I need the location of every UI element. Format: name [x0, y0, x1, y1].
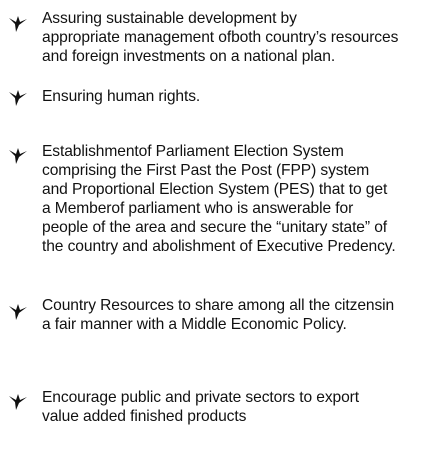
- text-line: Establishmentof Parliament Election System: [42, 143, 344, 160]
- list-item-text: [42, 87, 430, 106]
- swallow-tail-arrow-icon: [8, 146, 28, 166]
- swallow-tail-arrow-icon: [8, 14, 28, 34]
- list-item-text: [42, 9, 430, 66]
- text-line: Country Resources to share among all the citzensin: [42, 297, 395, 314]
- text-line: Assuring sustainable development by: [42, 10, 297, 27]
- text-line: Ensuring human rights.: [42, 88, 201, 105]
- list-item-text: [42, 142, 430, 256]
- swallow-tail-arrow-icon: [8, 302, 28, 322]
- text-line: a fair manner with a Middle Economic Policy.: [42, 316, 347, 333]
- list-item-text: [42, 296, 430, 334]
- text-line: the country and abolishment of Executive Predency.: [42, 238, 396, 255]
- list-item-text: [42, 388, 430, 426]
- text-line: and foreign investments on a national plan.: [42, 48, 336, 65]
- text-line: a Memberof parliament who is answerable for: [42, 200, 354, 217]
- swallow-tail-arrow-icon: [8, 88, 28, 108]
- text-line: Encourage public and private sectors to export: [42, 389, 359, 406]
- text-line: people of the area and secure the “unitary state” of: [42, 219, 388, 236]
- text-line: and Proportional Election System (PES) that to get: [42, 181, 388, 198]
- text-line: value added finished products: [42, 408, 247, 425]
- text-line: comprising the First Past the Post (FPP) system: [42, 162, 370, 179]
- swallow-tail-arrow-icon: [8, 392, 28, 412]
- text-line: appropriate management ofboth country’s resources: [42, 29, 399, 46]
